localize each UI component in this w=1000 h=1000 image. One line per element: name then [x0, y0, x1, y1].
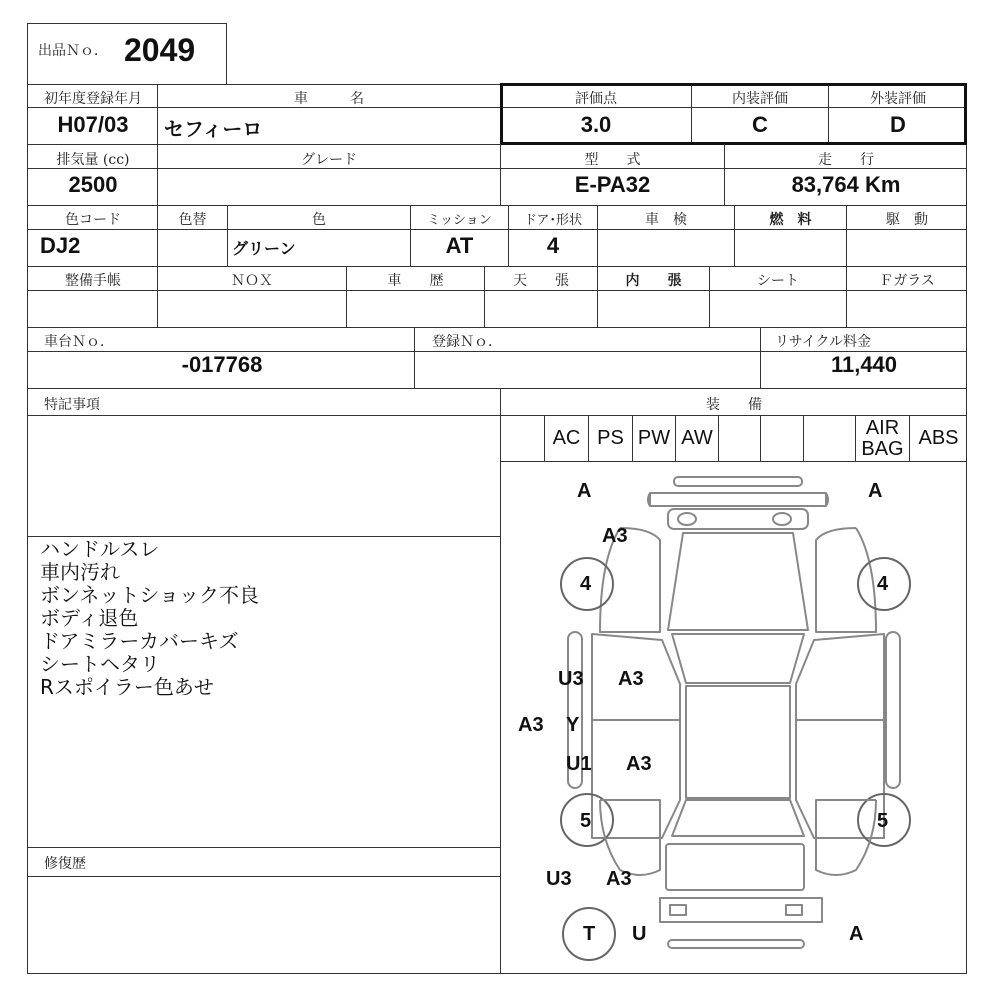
exterior-value: D: [890, 112, 906, 137]
color-code-value: DJ2: [40, 233, 81, 258]
chassis-value: -017768: [181, 352, 263, 377]
mark-rear-right-tire: 5: [877, 810, 889, 832]
drive-label: 駆 動: [886, 212, 928, 228]
seat-label: シート: [757, 273, 799, 289]
color-label: 色: [312, 212, 326, 228]
color-change-label: 色替: [178, 212, 207, 228]
mark-front-right: A: [868, 480, 883, 502]
mileage-value: 83,764 Km: [791, 172, 901, 197]
color-code-label: 色コード: [65, 212, 121, 228]
note-line: シートヘタリ: [40, 652, 160, 676]
first-reg-value: H07/03: [57, 112, 129, 137]
equip-airbag-line2: BAG: [861, 438, 904, 460]
maintenance-label: 整備手帳: [65, 273, 121, 289]
mark-spare-tire: T: [583, 923, 596, 945]
mileage-label: 走 行: [818, 152, 874, 168]
recycle-label: リサイクル料金: [775, 334, 872, 350]
registration-label: 登録Ｎｏ．: [432, 334, 502, 350]
displacement-label: 排気量 (cc): [56, 152, 130, 168]
equipment-label: 装 備: [706, 397, 762, 413]
car-name-value: セフィーロ: [164, 117, 263, 141]
first-reg-label: 初年度登録年月: [44, 91, 142, 107]
roof-label: 天 張: [513, 273, 569, 289]
equip-airbag-line1: AIR: [865, 417, 900, 439]
mark-rear-u: U: [632, 923, 647, 945]
equip-ps: PS: [597, 427, 624, 449]
mark-front-left: A: [577, 480, 592, 502]
note-line: ボンネットショック不良: [40, 583, 259, 607]
mark-left-rear-door-u: U1: [566, 753, 592, 775]
lot-number-box: [27, 23, 227, 85]
notes-label: 特記事項: [44, 397, 100, 413]
repair-label: 修復歴: [44, 856, 86, 872]
history-label: 車 歴: [387, 273, 444, 289]
model-label: 型 式: [584, 152, 641, 168]
grade-label: グレード: [301, 152, 357, 168]
score-label: 評価点: [575, 91, 617, 107]
lot-label: 出品Ｎｏ．: [38, 43, 108, 59]
interior-value: C: [752, 112, 768, 137]
mission-label: ミッション: [427, 213, 492, 228]
door-label: ドア･形状: [523, 213, 583, 228]
note-line: ドアミラーカバーキズ: [40, 629, 239, 653]
interior-label: 内装評価: [732, 91, 788, 107]
car-name-label: 車 名: [294, 91, 364, 107]
fuel-label: 燃 料: [769, 212, 812, 228]
mark-rear-left-tire: 5: [580, 810, 592, 832]
mark-trunk-a: A3: [606, 868, 632, 890]
mark-trunk-u: U3: [546, 868, 572, 890]
note-line: ボディ退色: [40, 606, 139, 630]
notes-list: [40, 538, 259, 699]
mission-value: AT: [445, 233, 474, 258]
color-value: グリーン: [232, 239, 296, 258]
glass-label: Ｆガラス: [879, 273, 935, 289]
mark-left-front-door-u: U3: [558, 668, 584, 690]
note-line: Rスポイラー色あせ: [40, 675, 214, 699]
model-value: E-PA32: [574, 172, 651, 197]
equip-abs: ABS: [918, 427, 959, 449]
door-value: 4: [546, 233, 560, 258]
note-line: 車内汚れ: [40, 560, 120, 584]
mark-front-right-tire: 4: [877, 573, 889, 595]
mark-rear-right: A: [849, 923, 864, 945]
inspection-label: 車 検: [645, 212, 687, 228]
equip-ac: AC: [552, 427, 581, 449]
exterior-label: 外装評価: [870, 91, 926, 107]
lot-number: 2049: [124, 32, 196, 68]
note-line: ハンドルスレ: [40, 537, 160, 561]
equip-aw: AW: [681, 427, 713, 449]
mark-left-front-door-a: A3: [618, 668, 644, 690]
equip-pw: PW: [637, 427, 671, 449]
mark-front-left-tire: 4: [580, 573, 592, 595]
mark-left-pillar-y: Y: [566, 714, 580, 736]
displacement-value: 2500: [68, 172, 118, 197]
mark-hood: A3: [602, 525, 628, 547]
recycle-value: 11,440: [830, 352, 898, 377]
nox-label: ＮＯＸ: [231, 273, 273, 289]
mark-left-pillar-a: A3: [518, 714, 544, 736]
chassis-label: 車台Ｎｏ．: [44, 334, 114, 350]
mark-left-rear-door-a: A3: [626, 753, 652, 775]
interior-lining-label: 内 張: [625, 273, 682, 289]
score-value: 3.0: [580, 112, 612, 137]
